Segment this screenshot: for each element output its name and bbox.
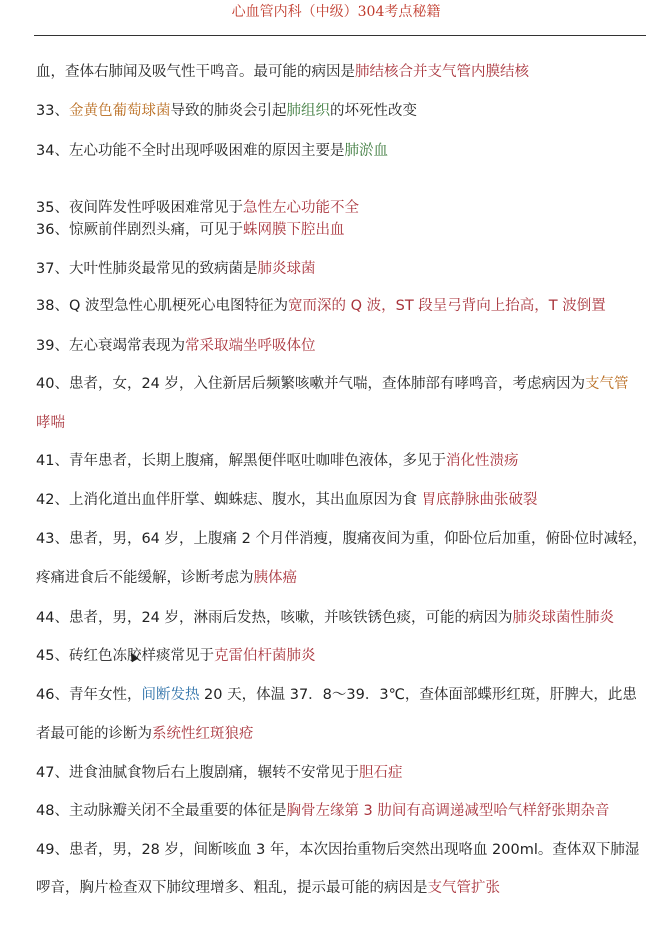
highlighted-answer: 克雷伯杆菌肺炎 <box>213 648 316 664</box>
question-text: 42、上消化道出血伴肝掌、蜘蛛痣、腹水，其出血原因为食 <box>36 492 422 508</box>
highlighted-answer: 常采取端坐呼吸体位 <box>184 338 316 354</box>
question-text: 的坏死性改变 <box>329 103 417 119</box>
text-line <box>36 259 652 279</box>
question-text: 44、患者，男，24 岁，淋雨后发热，咳嗽，并咳铁锈色痰，可能的病因为 <box>36 610 513 626</box>
text-line <box>36 724 652 744</box>
highlighted-answer: 肺炎球菌性肺炎 <box>512 610 615 626</box>
text-line <box>36 141 652 161</box>
text-line <box>36 763 652 783</box>
text-line <box>36 490 652 510</box>
text-line <box>36 296 652 316</box>
text-line <box>36 608 652 628</box>
highlighted-answer: 蛛网膜下腔出血 <box>242 222 345 238</box>
text-line <box>36 413 652 433</box>
question-text: 血，查体右肺闻及吸气性干鸣音。最可能的病因是 <box>36 64 355 80</box>
question-text: 38、Q 波型急性心肌梗死心电图特征为 <box>36 298 288 314</box>
page-header <box>0 0 672 28</box>
question-text: 47、进食油腻食物后右上腹剧痛，辗转不安常见于 <box>36 765 359 781</box>
question-text: 45、砖红色冻胶样痰常见于 <box>36 648 214 664</box>
page-title: 心血管内科（中级）304考点秘籍 <box>231 4 441 20</box>
question-text: 33、 <box>36 103 69 119</box>
text-line <box>36 374 652 394</box>
text-line <box>36 198 652 218</box>
text-line <box>36 220 652 240</box>
highlighted-answer: 宽而深的 Q 波，ST 段呈弓背向上抬高，T 波倒置 <box>287 298 606 314</box>
highlighted-answer: 胰体癌 <box>253 570 297 586</box>
text-line <box>36 529 652 549</box>
text-line <box>36 336 652 356</box>
question-text: 39、左心衰竭常表现为 <box>36 338 185 354</box>
text-line <box>36 878 652 898</box>
highlighted-answer: 急性左心功能不全 <box>242 200 359 216</box>
text-line <box>36 840 652 860</box>
highlighted-answer: 金黄色葡萄球菌 <box>68 103 171 119</box>
question-text: 36、惊厥前伴剧烈头痛，可见于 <box>36 222 243 238</box>
question-text: 34、左心功能不全时出现呼吸困难的原因主要是 <box>36 143 345 159</box>
highlighted-answer: 肺结核合并支气管内膜结核 <box>355 64 529 80</box>
highlighted-answer: 间断发热 <box>141 687 200 703</box>
question-text: 48、主动脉瓣关闭不全最重要的体征是 <box>36 803 287 819</box>
question-text: 37、大叶性肺炎最常见的致病菌是 <box>36 261 258 277</box>
highlighted-answer: 胃底静脉曲张破裂 <box>421 492 538 508</box>
highlighted-answer: 胸骨左缘第 3 肋间有高调递减型哈气样舒张期杂音 <box>286 803 610 819</box>
question-text: 疼痛进食后不能缓解，诊断考虑为 <box>36 570 254 586</box>
question-text: 35、夜间阵发性呼吸困难常见于 <box>36 200 243 216</box>
question-text: 43、患者，男，64 岁，上腹痛 2 个月伴消瘦，腹痛夜间为重，仰卧位后加重，俯卧位时减轻， <box>36 531 647 547</box>
highlighted-answer: 哮喘 <box>36 415 65 431</box>
text-line <box>36 685 652 705</box>
question-text: 41、青年患者，长期上腹痛，解黑便伴呕吐咖啡色液体，多见于 <box>36 453 446 469</box>
question-text: 46、青年女性， <box>36 687 142 703</box>
highlighted-answer: 消化性溃疡 <box>445 453 519 469</box>
text-line <box>36 451 652 471</box>
highlighted-answer: 胆石症 <box>358 765 403 781</box>
text-line <box>36 62 652 82</box>
highlighted-answer: 肺淤血 <box>344 143 388 159</box>
highlighted-answer: 系统性红斑狼疮 <box>152 726 254 742</box>
header-divider <box>34 35 646 36</box>
highlighted-answer: 支气管扩张 <box>427 880 500 896</box>
question-text: 啰音，胸片检查双下肺纹理增多、粗乱，提示最可能的病因是 <box>36 880 428 896</box>
question-text: 49、患者，男，28 岁，间断咳血 3 年，本次因抬重物后突然出现咯血 200ml。查体双下肺湿 <box>36 842 640 858</box>
highlighted-answer: 肺炎球菌 <box>257 261 316 277</box>
question-text: 20 天，体温 37．8～39．3℃，查体面部蝶形红斑，肝脾大，此患 <box>199 687 637 703</box>
question-text: 者最可能的诊断为 <box>36 726 152 742</box>
text-line <box>36 101 652 121</box>
question-text: 40、患者，女，24 岁，入住新居后频繁咳嗽并气喘，查体肺部有哮鸣音，考虑病因为 <box>36 376 586 392</box>
highlighted-answer: 支气管 <box>585 376 629 392</box>
highlighted-answer: 肺组织 <box>286 103 330 119</box>
text-line <box>36 801 652 821</box>
question-text: 导致的肺炎会引起 <box>170 103 287 119</box>
text-line <box>36 568 652 588</box>
